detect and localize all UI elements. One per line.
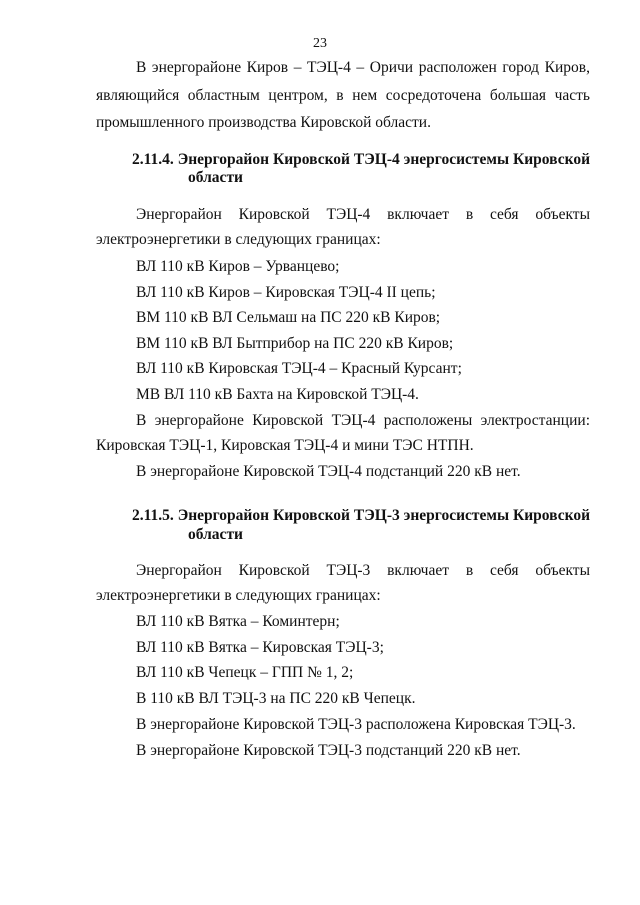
section-2-11-4-substations: В энергорайоне Кировской ТЭЦ-4 подстанций 220 кВ нет. [136, 463, 521, 480]
list-item: ВЛ 110 кВ Кировская ТЭЦ-4 – Красный Курсант; [136, 360, 462, 377]
list-item: ВЛ 110 кВ Чепецк – ГПП № 1, 2; [136, 664, 354, 681]
list-item: ВЛ 110 кВ Киров – Кировская ТЭЦ-4 II цепь; [136, 284, 436, 301]
section-2-11-5-includes-line-1: Энергорайон Кировской ТЭЦ-3 включает в себя объекты [136, 562, 590, 579]
list-item: В 110 кВ ВЛ ТЭЦ-3 на ПС 220 кВ Чепецк. [136, 690, 416, 707]
section-2-11-4-heading-cont: области [188, 169, 243, 186]
section-2-11-4-heading: 2.11.4. Энергорайон Кировской ТЭЦ-4 энергосистемы Кировской [132, 151, 590, 168]
section-2-11-5-plants: В энергорайоне Кировской ТЭЦ-3 расположена Кировская ТЭЦ-3. [136, 716, 576, 733]
section-2-11-4-plants-line-1: В энергорайоне Кировской ТЭЦ-4 расположены электростанции: [136, 412, 590, 429]
section-2-11-4-includes-line-2: электроэнергетики в следующих границах: [96, 231, 381, 248]
intro-line-1: В энергорайоне Киров – ТЭЦ-4 – Оричи расположен город Киров, [136, 59, 590, 76]
list-item: МВ ВЛ 110 кВ Бахта на Кировской ТЭЦ-4. [136, 386, 419, 403]
list-item: ВМ 110 кВ ВЛ Бытприбор на ПС 220 кВ Киров; [136, 335, 454, 352]
intro-line-3: промышленного производства Кировской области. [96, 114, 431, 131]
section-2-11-5-heading-cont: области [188, 526, 243, 543]
list-item: ВЛ 110 кВ Вятка – Коминтерн; [136, 613, 340, 630]
list-item: ВМ 110 кВ ВЛ Сельмаш на ПС 220 кВ Киров; [136, 309, 441, 326]
list-item: ВЛ 110 кВ Вятка – Кировская ТЭЦ-3; [136, 639, 384, 656]
section-2-11-5-heading: 2.11.5. Энергорайон Кировской ТЭЦ-3 энергосистемы Кировской [132, 507, 590, 524]
page-number: 23 [313, 36, 327, 51]
section-2-11-4-plants-line-2: Кировская ТЭЦ-1, Кировская ТЭЦ-4 и мини ТЭС НТПН. [96, 437, 474, 454]
intro-line-2: являющийся областным центром, в нем сосредоточена большая часть [96, 87, 590, 104]
list-item: ВЛ 110 кВ Киров – Урванцево; [136, 258, 340, 275]
section-2-11-5-includes-line-2: электроэнергетики в следующих границах: [96, 587, 381, 604]
section-2-11-5-substations: В энергорайоне Кировской ТЭЦ-3 подстанций 220 кВ нет. [136, 742, 521, 759]
section-2-11-4-includes-line-1: Энергорайон Кировской ТЭЦ-4 включает в себя объекты [136, 206, 590, 223]
